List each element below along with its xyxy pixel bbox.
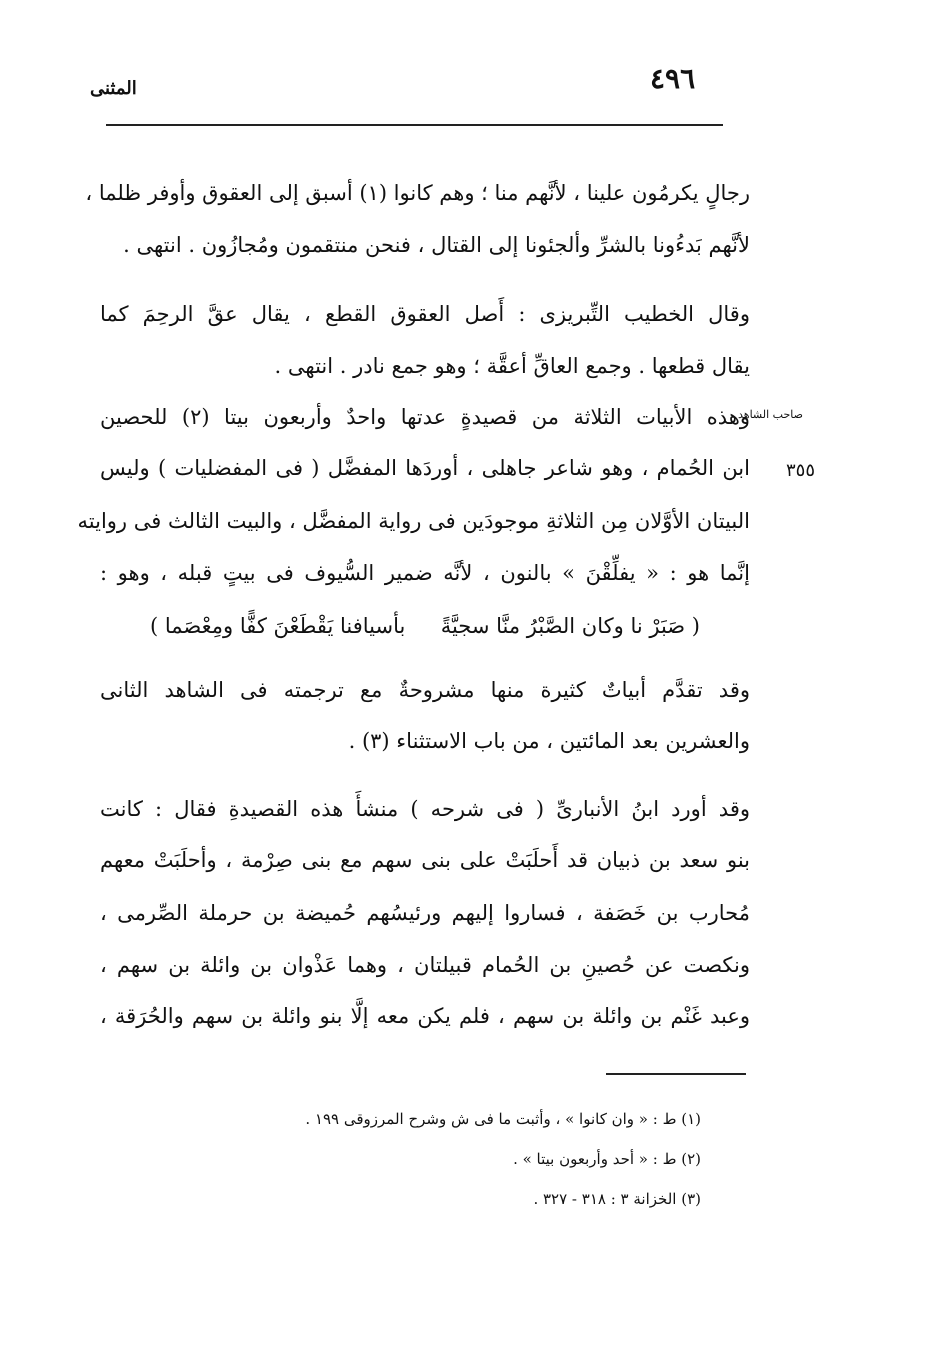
paragraph-line: لأنَّهم بَدءُونا بالشرِّ وألجئونا إلى القتال ، فنحن منتقمون ومُجازُون . انتهى . [123, 233, 750, 257]
verse-second-hemistich: بأسيافنا يَقْطَعْنَ كفًّا ومِعْصَما ) [150, 614, 406, 638]
paragraph-line: وقد تقدَّم أبياتٌ كثيرة منها مشروحةٌ مع ترجمته فى الشاهد الثانى [100, 678, 750, 702]
paragraph-line: ونكصت عن حُصينِ بن الحُمام قبيلتان ، وهما عَذْوان بن وائلة بن سهم ، [100, 953, 750, 977]
paragraph-line: يقال قطعها . وجمع العاقِّ أعقَّة ؛ وهو جمع نادر . انتهى . [274, 354, 750, 378]
paragraph-line: البيتان الأوَّلان مِن الثلاثةِ موجودَين فى رواية المفضَّل ، والبيت الثالث فى روايته [77, 509, 750, 533]
footnote: (١) ط : « وان كانوا » ، وأثبت ما فى ش وشرح المرزوقى ١٩٩ . [305, 1110, 701, 1128]
paragraph-line: وهذه الأبيات الثلاثة من قصيدةٍ عدتها واحدٌ وأربعون بيتا (٢) للحصين [100, 405, 750, 429]
paragraph-line: ابن الحُمام ، وهو شاعر جاهلى ، أوردَها المفضَّل ( فى المفضليات ) وليس [100, 456, 750, 480]
paragraph-line: مُحارب بن خَصَفة ، فساروا إليهم ورئيسُهم حُميضة بن حرملة الصِّرمى ، [100, 901, 750, 925]
margin-note: صاحب الشاهد [738, 408, 803, 421]
paragraph-line: بنو سعد بن ذبيان قد أَحلَبَتْ على بنى سهم مع بنى صِرْمة ، وأحلَبَتْ معهم [100, 848, 750, 872]
margin-number: ٣٥٥ [786, 460, 816, 481]
footnote: (٣) الخزانة ٣ : ٣١٨ - ٣٢٧ . [533, 1190, 701, 1208]
paragraph-line: وقد أورد ابنُ الأنبارىِّ ( فى شرحه ) منشأَ هذه القصيدةِ فقال : كانت [100, 797, 750, 821]
paragraph-line: وعبد غَنْم بن وائلة بن سهم ، فلم يكن معه إلَّا بنو وائلة بن سهم والحُرَقة ، [100, 1004, 750, 1028]
footnote: (٢) ط : « أحد وأربعون بيتا » . [513, 1150, 701, 1168]
paragraph-line: رجالٍ يكرمُون علينا ، لأنَّهم منا ؛ وهم كانوا (١) أسبق إلى العقوق وأوفر ظلما ، [85, 181, 750, 205]
verse-first-hemistich: ( صَبَرْ نا وكان الصَّبْرُ منَّا سجيَّةً [440, 614, 700, 638]
running-title: المثنى [90, 78, 137, 99]
paragraph-line: وقال الخطيب التِّبريزى : أَصل العقوق القطع ، يقال عقَّ الرحِمَ كما [100, 302, 750, 326]
paragraph-line: والعشرين بعد المائتين ، من باب الاستثناء (٣) . [348, 729, 750, 753]
header-divider [106, 124, 723, 126]
paragraph-line: إنَّما هو : « يفلِّقْنَ » بالنون ، لأنَّه ضمير السُّيوف فى بيتٍ قبله ، وهو : [100, 561, 750, 585]
footnote-divider [606, 1073, 746, 1075]
poetry-verse [150, 614, 700, 644]
page-number: ٤٩٦ [650, 62, 696, 95]
